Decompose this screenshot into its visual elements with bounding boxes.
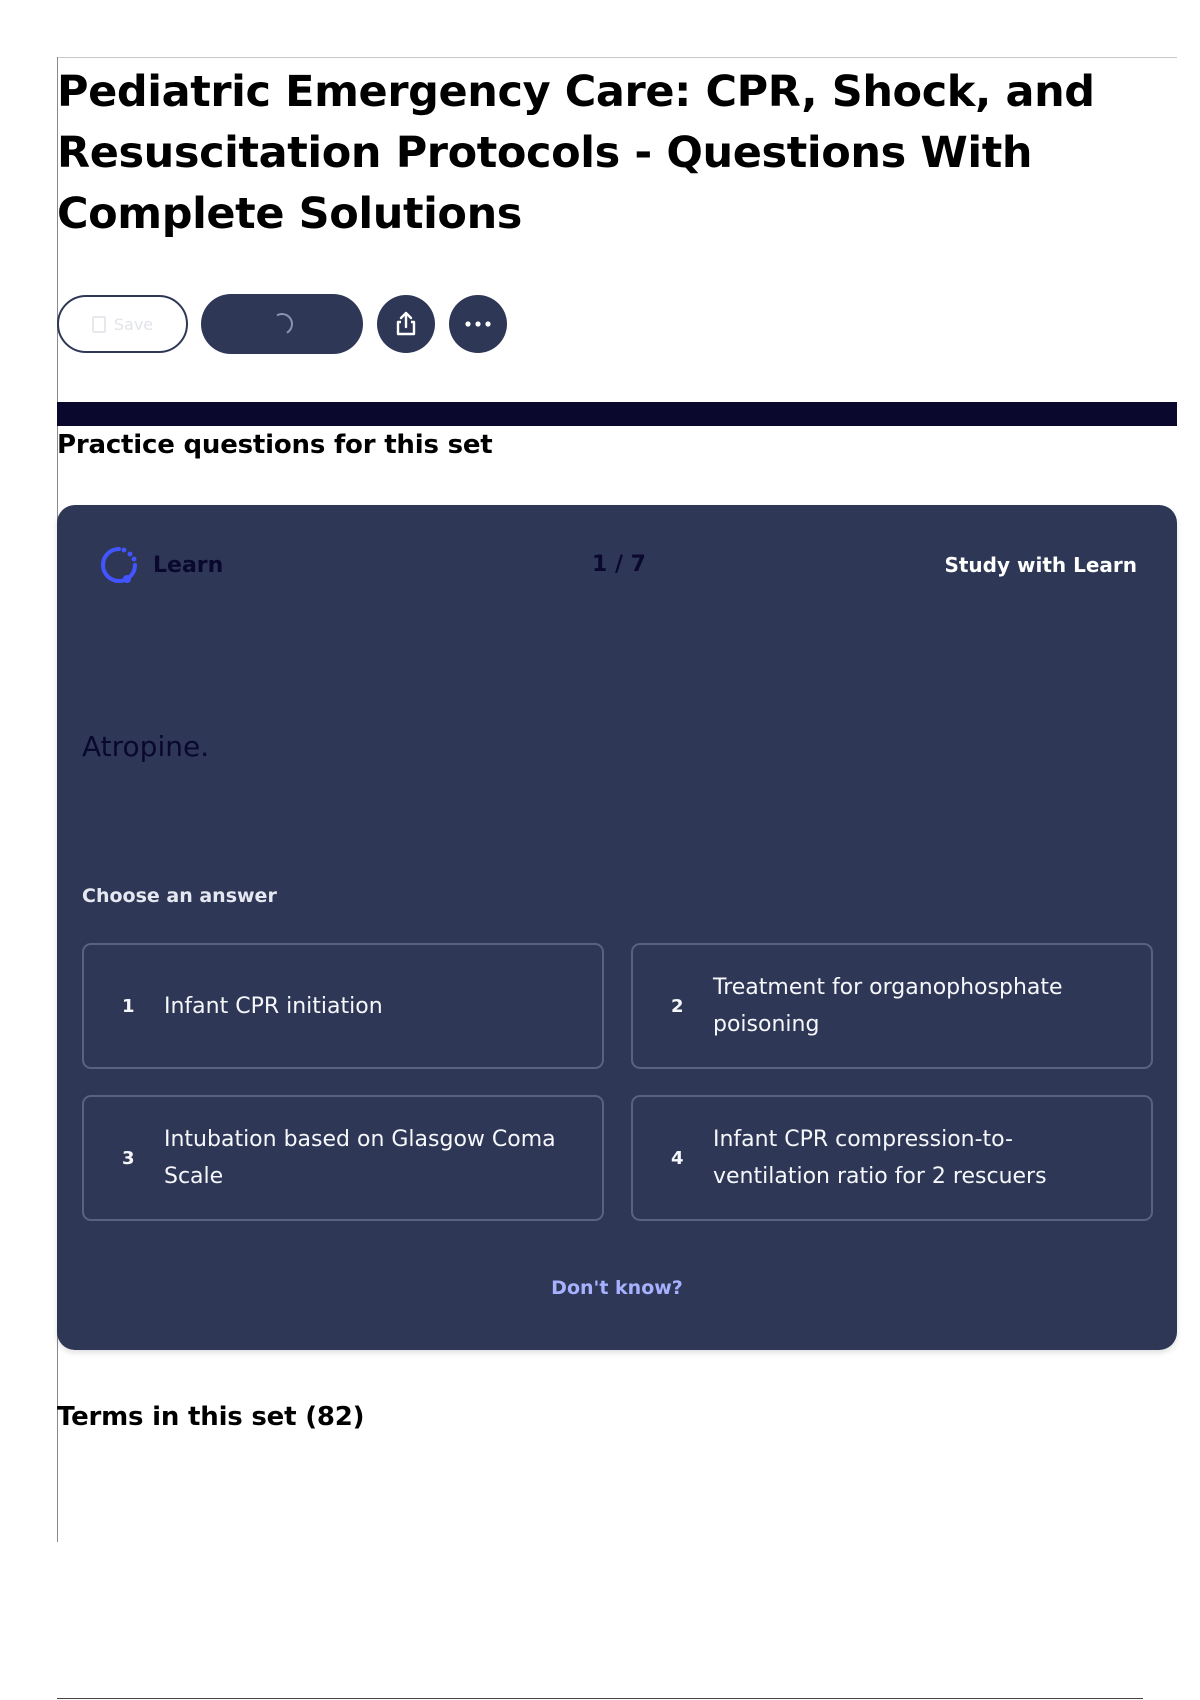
bottom-divider — [57, 1698, 1143, 1699]
answer-option-1[interactable] — [82, 943, 604, 1069]
save-button[interactable] — [57, 295, 188, 353]
answer-text: Infant CPR initiation — [164, 993, 383, 1019]
answer-text: Intubation based on Glasgow Coma Scale — [164, 1127, 556, 1189]
page-title: Pediatric Emergency Care: CPR, Shock, and Resuscitation Protocols - Questions With Complete Solutions — [57, 67, 1095, 239]
answer-text: Infant CPR compression-to-ventilation ratio for 2 rescuers — [713, 1127, 1047, 1189]
answer-option-4[interactable] — [631, 1095, 1153, 1221]
choose-answer-label: Choose an answer — [82, 885, 277, 907]
question-progress: 1 / 7 — [592, 552, 646, 577]
share-button[interactable] — [377, 295, 435, 353]
save-label: Save — [113, 314, 154, 334]
more-horizontal-icon — [464, 320, 492, 328]
answer-number: 3 — [122, 1147, 135, 1169]
question-prompt: Atropine. — [82, 730, 210, 763]
answer-option-2[interactable] — [631, 943, 1153, 1069]
answer-number: 2 — [671, 995, 684, 1017]
learn-badge — [97, 541, 223, 589]
study-button[interactable] — [201, 294, 363, 354]
card-header — [97, 541, 1137, 589]
more-options-button[interactable] — [449, 295, 507, 353]
top-divider — [57, 57, 1177, 58]
loading-spinner-icon — [269, 311, 296, 338]
dont-know-button[interactable]: Don't know? — [551, 1277, 683, 1299]
answer-text: Treatment for organophosphate poisoning — [713, 975, 1063, 1037]
bookmark-icon — [92, 316, 106, 333]
learn-label: Learn — [153, 552, 224, 578]
study-with-learn-link[interactable]: Study with Learn — [944, 553, 1137, 577]
set-actions — [57, 293, 507, 355]
practice-heading: Practice questions for this set — [57, 430, 493, 460]
share-icon — [393, 310, 419, 338]
learn-card — [57, 505, 1177, 1350]
terms-heading: Terms in this set (82) — [57, 1402, 365, 1432]
answer-number: 1 — [122, 995, 135, 1017]
answer-option-3[interactable] — [82, 1095, 604, 1221]
learn-icon — [97, 543, 141, 587]
section-band — [57, 402, 1177, 426]
answer-options — [82, 943, 1153, 1221]
answer-number: 4 — [671, 1147, 684, 1169]
